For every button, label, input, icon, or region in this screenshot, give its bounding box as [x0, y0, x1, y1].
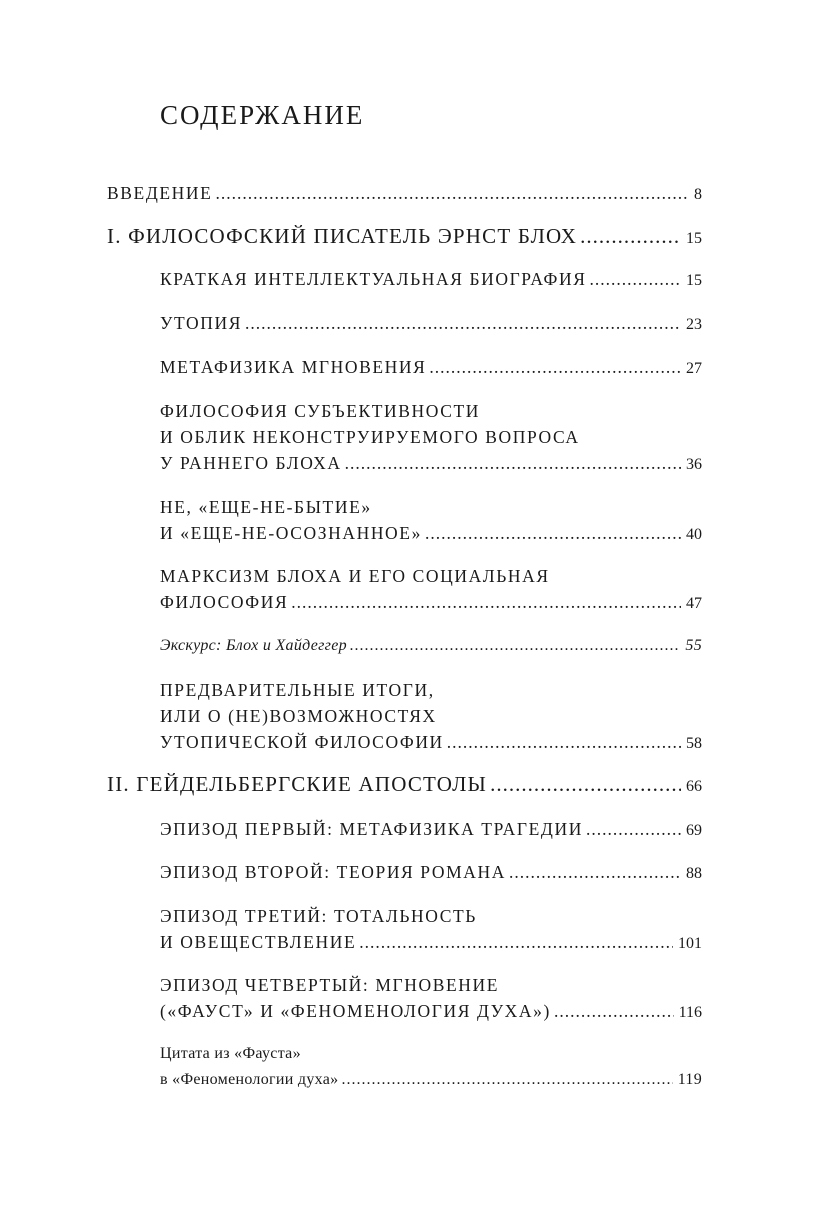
toc-entry-label: КРАТКАЯ ИНТЕЛЛЕКТУАЛЬНАЯ БИОГРАФИЯ — [160, 269, 587, 289]
toc-entry-line: ИЛИ О (НЕ)ВОЗМОЖНОСТЯХ — [160, 706, 437, 726]
dot-leader — [554, 998, 674, 1024]
dot-leader — [429, 354, 681, 380]
toc-entry-line: И ОБЛИК НЕКОНСТРУИРУЕМОГО ВОПРОСА — [160, 427, 580, 447]
toc-entry-label: ФИЛОСОФИЯ — [160, 592, 289, 612]
toc-entry-label: I. ФИЛОСОФСКИЙ ПИСАТЕЛЬ ЭРНСТ БЛОХ — [107, 224, 578, 248]
dot-leader — [586, 816, 681, 842]
dot-leader — [580, 222, 681, 250]
dot-leader — [359, 929, 673, 955]
toc-page-number: 40 — [686, 526, 702, 543]
toc-entry-label: («ФАУСТ» И «ФЕНОМЕНОЛОГИЯ ДУХА») — [160, 1001, 551, 1021]
toc-entry-biography[interactable] — [160, 266, 702, 294]
dot-leader — [345, 450, 681, 476]
page-title: СОДЕРЖАНИЕ — [160, 100, 365, 130]
toc-entry-not-yet-being[interactable] — [160, 494, 702, 548]
toc-entry-preliminary-results[interactable] — [160, 677, 702, 757]
toc-entry-label: У РАННЕГО БЛОХА — [160, 453, 342, 473]
toc-entry-label: в «Феноменологии духа» — [160, 1071, 339, 1088]
toc-page-number: 69 — [686, 822, 702, 839]
toc-entry-introduction[interactable] — [107, 180, 702, 208]
toc-page-number: 23 — [686, 316, 702, 333]
toc-entry-line: ФИЛОСОФИЯ СУБЪЕКТИВНОСТИ — [160, 401, 481, 421]
toc-entry-label: ЭПИЗОД ВТОРОЙ: ТЕОРИЯ РОМАНА — [160, 862, 506, 882]
toc-page-number: 15 — [686, 272, 702, 289]
toc-entry-excursus[interactable] — [160, 633, 702, 659]
toc-entry-label: И ОВЕЩЕСТВЛЕНИЕ — [160, 932, 357, 952]
toc-page-number: 27 — [686, 360, 702, 377]
dot-leader — [341, 1067, 672, 1093]
toc-entry-episode-1[interactable] — [160, 816, 702, 844]
toc-page-number: 66 — [686, 778, 702, 795]
toc-entry-label: Экскурс: Блох и Хайдеггер — [160, 637, 347, 654]
dot-leader — [425, 520, 681, 546]
dot-leader — [447, 729, 681, 755]
toc-entry-episode-3[interactable] — [160, 903, 702, 957]
toc-entry-marxism[interactable] — [160, 563, 702, 617]
toc-page-number: 47 — [686, 595, 702, 612]
toc-entry-line: МАРКСИЗМ БЛОХА И ЕГО СОЦИАЛЬНАЯ — [160, 566, 550, 586]
toc-entry-line: ПРЕДВАРИТЕЛЬНЫЕ ИТОГИ, — [160, 680, 435, 700]
toc-entry-label: И «ЕЩЕ-НЕ-ОСОЗНАННОЕ» — [160, 523, 422, 543]
dot-leader — [509, 859, 681, 885]
toc-entry-faust-quote[interactable] — [160, 1041, 702, 1093]
toc-page-number: 88 — [686, 865, 702, 882]
toc-entry-metaphysics-moment[interactable] — [160, 354, 702, 382]
dot-leader — [291, 589, 681, 615]
toc-entry-line: ЭПИЗОД ТРЕТИЙ: ТОТАЛЬНОСТЬ — [160, 906, 477, 926]
toc-entry-line: ЭПИЗОД ЧЕТВЕРТЫЙ: МГНОВЕНИЕ — [160, 975, 500, 995]
dot-leader — [490, 770, 681, 798]
toc-entry-line: Цитата из «Фауста» — [160, 1045, 301, 1062]
toc-entry-label: МЕТАФИЗИКА МГНОВЕНИЯ — [160, 357, 427, 377]
toc-entry-chapter-1[interactable] — [107, 222, 702, 253]
toc-page-number: 8 — [694, 186, 702, 203]
toc-entry-label: ВВЕДЕНИЕ — [107, 183, 213, 203]
toc-entry-chapter-2[interactable] — [107, 770, 702, 801]
toc-entry-episode-4[interactable] — [160, 972, 702, 1026]
toc-page-number: 58 — [686, 735, 702, 752]
toc-page-number: 55 — [685, 637, 702, 654]
toc-entry-utopia[interactable] — [160, 310, 702, 338]
dot-leader — [589, 266, 681, 292]
toc-entry-line: НЕ, «ЕЩЕ-НЕ-БЫТИЕ» — [160, 497, 372, 517]
toc-entry-episode-2[interactable] — [160, 859, 702, 887]
dot-leader — [350, 633, 680, 659]
toc-page-number: 15 — [686, 230, 702, 247]
toc-entry-label: УТОПИЯ — [160, 313, 243, 333]
toc-entry-label: УТОПИЧЕСКОЙ ФИЛОСОФИИ — [160, 732, 444, 752]
dot-leader — [245, 310, 681, 336]
toc-entry-label: ЭПИЗОД ПЕРВЫЙ: МЕТАФИЗИКА ТРАГЕДИИ — [160, 819, 583, 839]
dot-leader — [215, 180, 689, 206]
toc-entry-label: II. ГЕЙДЕЛЬБЕРГСКИЕ АПОСТОЛЫ — [107, 772, 488, 796]
toc-page-number: 119 — [677, 1071, 702, 1088]
toc-page-number: 101 — [678, 935, 702, 952]
toc-page-number: 116 — [678, 1004, 702, 1021]
toc-page-number: 36 — [686, 456, 702, 473]
toc-entry-subjectivity[interactable] — [160, 398, 702, 478]
